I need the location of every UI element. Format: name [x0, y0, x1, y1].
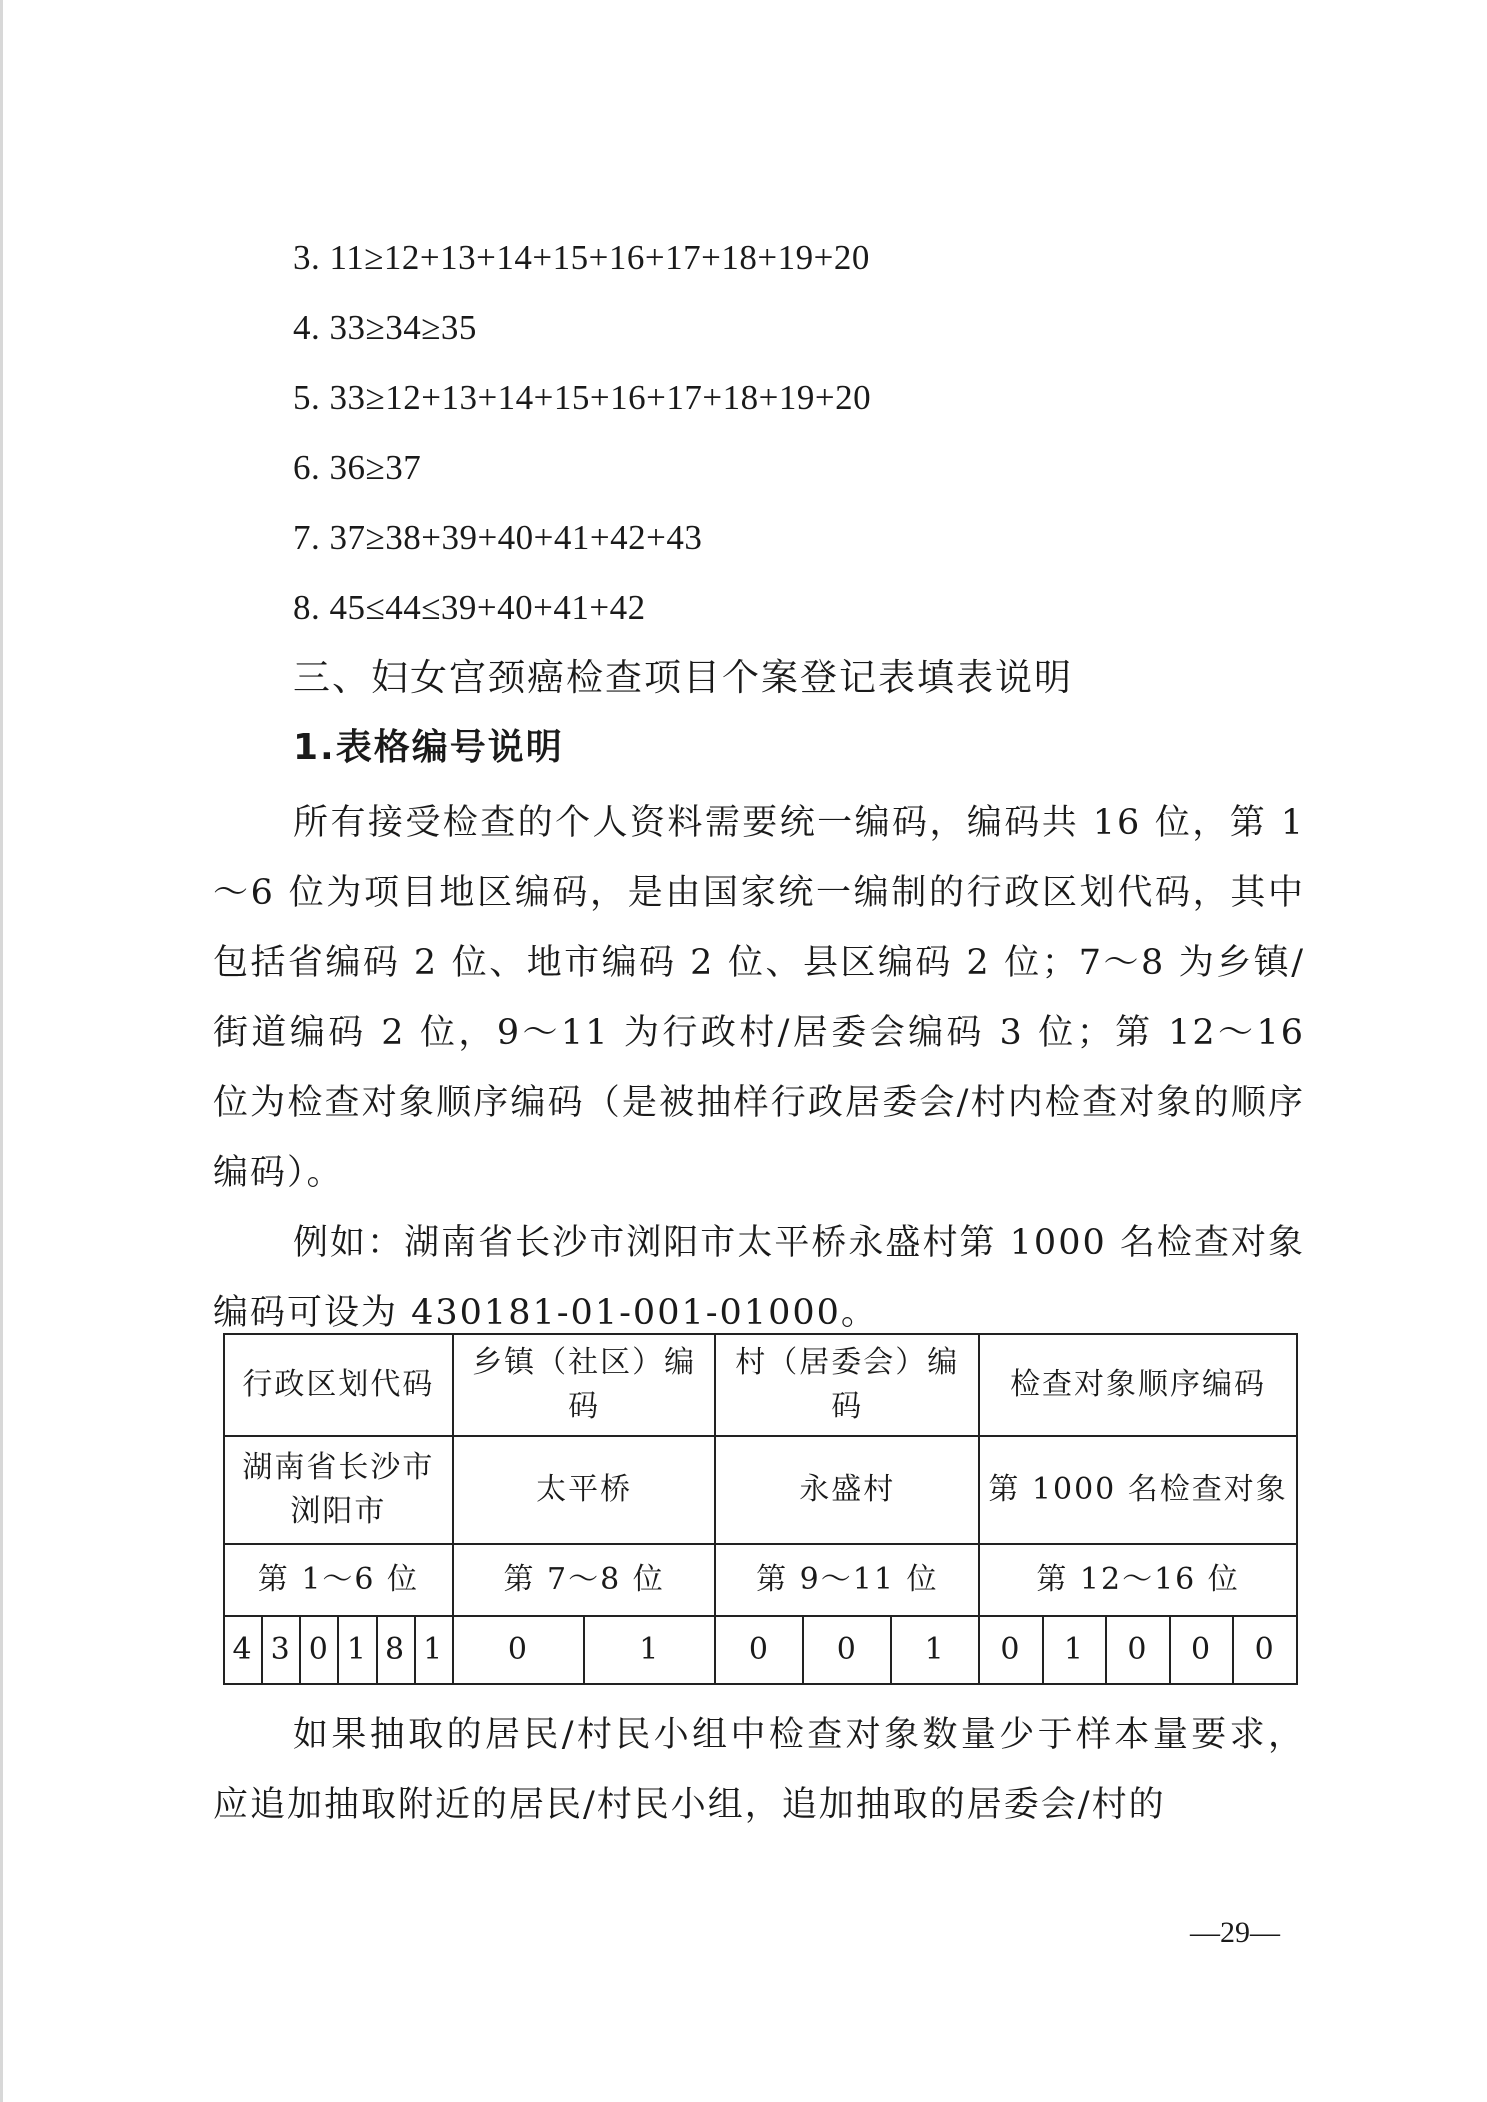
header-village-code: 村（居委会）编码 [715, 1334, 979, 1436]
formula-line-4: 4. 33≥34≥35 [293, 308, 477, 347]
example-sequence: 第 1000 名检查对象 [979, 1436, 1297, 1544]
digit-cell: 0 [803, 1616, 891, 1684]
header-sequence-code: 检查对象顺序编码 [979, 1334, 1297, 1436]
digit-cell: 4 [224, 1616, 262, 1684]
paragraph-coding-rules: 所有接受检查的个人资料需要统一编码，编码共 16 位，第 1～6 位为项目地区编码，是由国家统一编制的行政区划代码，其中包括省编码 2 位、地市编码 2 位、县区编码 2 位；7～8 为乡镇/街道编码 2 位，9～11 为行政村/居委会编码 3 位；第 12～16 位为检查对象顺序编码（是被抽样行政居委会/村内检查对象的顺序编码）。 [213, 803, 1305, 1193]
formula-line-7: 7. 37≥38+39+40+41+42+43 [293, 518, 703, 557]
position-township: 第 7～8 位 [453, 1544, 716, 1616]
paragraph-example: 例如：湖南省长沙市浏阳市太平桥永盛村第 1000 名检查对象编码可设为 430181-01-001-01000。 [213, 1223, 1305, 1333]
example-village: 永盛村 [715, 1436, 979, 1544]
digit-cell: 1 [891, 1616, 979, 1684]
digit-cell: 0 [1106, 1616, 1170, 1684]
position-village: 第 9～11 位 [715, 1544, 979, 1616]
example-admin: 湖南省长沙市浏阳市 [224, 1436, 453, 1544]
digit-cell: 0 [979, 1616, 1043, 1684]
header-township-code: 乡镇（社区）编码 [453, 1334, 716, 1436]
digit-cell: 0 [1170, 1616, 1234, 1684]
page-number: —29— [1190, 1916, 1280, 1949]
formula-line-5: 5. 33≥12+13+14+15+16+17+18+19+20 [293, 378, 872, 417]
section-heading: 三、妇女宫颈癌检查项目个案登记表填表说明 [293, 656, 1073, 699]
position-admin: 第 1～6 位 [224, 1544, 453, 1616]
digit-cell: 1 [584, 1616, 715, 1684]
formula-line-8: 8. 45≤44≤39+40+41+42 [293, 588, 646, 627]
paragraph-additional-sampling: 如果抽取的居民/村民小组中检查对象数量少于样本量要求，应追加抽取附近的居民/村民小组，追加抽取的居委会/村的 [213, 1715, 1305, 1825]
digit-cell: 0 [453, 1616, 584, 1684]
code-table [223, 1333, 1298, 1685]
page-edge [0, 0, 3, 2102]
digit-cell: 0 [1233, 1616, 1297, 1684]
digit-cell: 1 [415, 1616, 453, 1684]
formula-line-3: 3. 11≥12+13+14+15+16+17+18+19+20 [293, 238, 870, 277]
example-township: 太平桥 [453, 1436, 716, 1544]
digit-cell: 0 [300, 1616, 338, 1684]
sub-heading: 1.表格编号说明 [293, 727, 564, 768]
digit-cell: 8 [377, 1616, 415, 1684]
digit-cell: 3 [262, 1616, 300, 1684]
header-admin-code: 行政区划代码 [224, 1334, 453, 1436]
position-sequence: 第 12～16 位 [979, 1544, 1297, 1616]
digit-cell: 1 [1043, 1616, 1107, 1684]
digit-cell: 1 [338, 1616, 376, 1684]
digit-cell: 0 [715, 1616, 803, 1684]
formula-line-6: 6. 36≥37 [293, 448, 422, 487]
